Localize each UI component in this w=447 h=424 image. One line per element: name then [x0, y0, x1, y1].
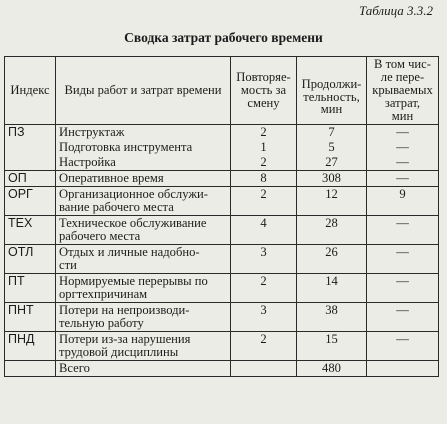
work-type-line: оргтехпричинам [59, 287, 148, 301]
work-type-line: Организационное обслужи- [59, 187, 208, 201]
work-type-cell [56, 155, 231, 171]
duration-cell: 7 [297, 125, 367, 141]
work-type-line: трудовой дисциплины [59, 345, 179, 359]
table-body [5, 125, 439, 377]
work-type-cell [56, 187, 231, 216]
header-overlap-line: затрат, [384, 96, 421, 110]
overlap-cell: 9 [367, 187, 439, 216]
total-label-cell: Всего [56, 361, 231, 377]
work-type-line: Настройка [59, 155, 116, 169]
work-type-line: Потери из-за нарушения [59, 332, 191, 346]
header-index [5, 57, 56, 125]
work-type-line: тельную работу [59, 316, 144, 330]
header-repeat-line: Повторяе- [236, 70, 291, 84]
overlap-cell: — [367, 245, 439, 274]
table-row [5, 187, 439, 216]
duration-cell: 38 [297, 303, 367, 332]
work-type-cell [56, 216, 231, 245]
repeat-cell: 2 [231, 155, 297, 171]
duration-cell: 28 [297, 216, 367, 245]
time-summary-table [4, 56, 439, 377]
header-duration-line: Продолжи- [301, 76, 362, 91]
duration-cell: 308 [297, 171, 367, 187]
work-type-cell [56, 332, 231, 361]
header-overlap-line: ле пере- [380, 70, 425, 84]
repeat-cell: 2 [231, 125, 297, 141]
header-types-text: Виды работ и затрат времени [64, 83, 222, 98]
work-type-line: Нормируемые перерывы по [59, 274, 208, 288]
work-type-cell [56, 303, 231, 332]
work-type-line: Техническое обслуживание [59, 216, 207, 230]
total-overlap-cell [367, 361, 439, 377]
overlap-cell: — [367, 171, 439, 187]
table-row [5, 332, 439, 361]
work-type-line: Инструктаж [59, 125, 125, 139]
work-type-line: рабочего места [59, 229, 141, 243]
repeat-cell: 3 [231, 303, 297, 332]
table-row [5, 274, 439, 303]
table-caption: Таблица 3.3.2 [358, 3, 433, 18]
duration-cell: 15 [297, 332, 367, 361]
work-type-line: Отдых и личные надобно- [59, 245, 200, 259]
index-cell: ПТ [5, 274, 56, 303]
table-row [5, 303, 439, 332]
index-cell: ПНД [5, 332, 56, 361]
table-row [5, 140, 439, 155]
table-row [5, 245, 439, 274]
index-cell: ОП [5, 171, 56, 187]
total-repeat-cell [231, 361, 297, 377]
work-type-cell [56, 245, 231, 274]
table-row [5, 216, 439, 245]
work-type-cell [56, 140, 231, 155]
index-cell: ТЕХ [5, 216, 56, 245]
duration-cell: 12 [297, 187, 367, 216]
repeat-cell: 2 [231, 274, 297, 303]
index-cell: ОТЛ [5, 245, 56, 274]
table-row [5, 171, 439, 187]
repeat-cell: 2 [231, 187, 297, 216]
header-duration-line: тельность, мин [303, 89, 360, 116]
table-row [5, 155, 439, 171]
duration-cell: 5 [297, 140, 367, 155]
header-repeat-line: мость за [240, 83, 287, 97]
duration-cell: 27 [297, 155, 367, 171]
repeat-cell: 8 [231, 171, 297, 187]
repeat-cell: 3 [231, 245, 297, 274]
index-cell: ОРГ [5, 187, 56, 216]
header-overlap-line: В том чис- [374, 57, 431, 71]
index-cell: ПНТ [5, 303, 56, 332]
work-type-line: сти [59, 258, 77, 272]
work-type-cell [56, 171, 231, 187]
table-row [5, 125, 439, 141]
overlap-cell: — [367, 125, 439, 141]
work-type-cell [56, 125, 231, 141]
header-overlap-line: крываемых [372, 83, 433, 97]
work-type-line: Оперативное время [59, 171, 164, 185]
header-row [5, 57, 439, 125]
overlap-cell: — [367, 303, 439, 332]
work-type-cell [56, 274, 231, 303]
overlap-cell: — [367, 216, 439, 245]
index-cell: ПЗ [5, 125, 56, 171]
header-repeat [231, 57, 297, 125]
duration-cell: 14 [297, 274, 367, 303]
duration-cell: 26 [297, 245, 367, 274]
header-index-text: Индекс [10, 83, 50, 98]
header-types [56, 57, 231, 125]
work-type-line: Потери на непроизводи- [59, 303, 190, 317]
repeat-cell: 1 [231, 140, 297, 155]
total-index-cell [5, 361, 56, 377]
work-type-line: Подготовка инструмента [59, 140, 193, 154]
overlap-cell: — [367, 332, 439, 361]
header-duration [297, 57, 367, 125]
overlap-cell: — [367, 155, 439, 171]
repeat-cell: 2 [231, 332, 297, 361]
table-title: Сводка затрат рабочего времени [124, 30, 323, 45]
header-overlap-line: мин [391, 109, 414, 123]
total-duration-cell: 480 [297, 361, 367, 377]
header-overlap [367, 57, 439, 125]
work-type-line: вание рабочего места [59, 200, 174, 214]
repeat-cell: 4 [231, 216, 297, 245]
overlap-cell: — [367, 140, 439, 155]
total-row [5, 361, 439, 377]
overlap-cell: — [367, 274, 439, 303]
header-repeat-line: смену [247, 96, 280, 110]
